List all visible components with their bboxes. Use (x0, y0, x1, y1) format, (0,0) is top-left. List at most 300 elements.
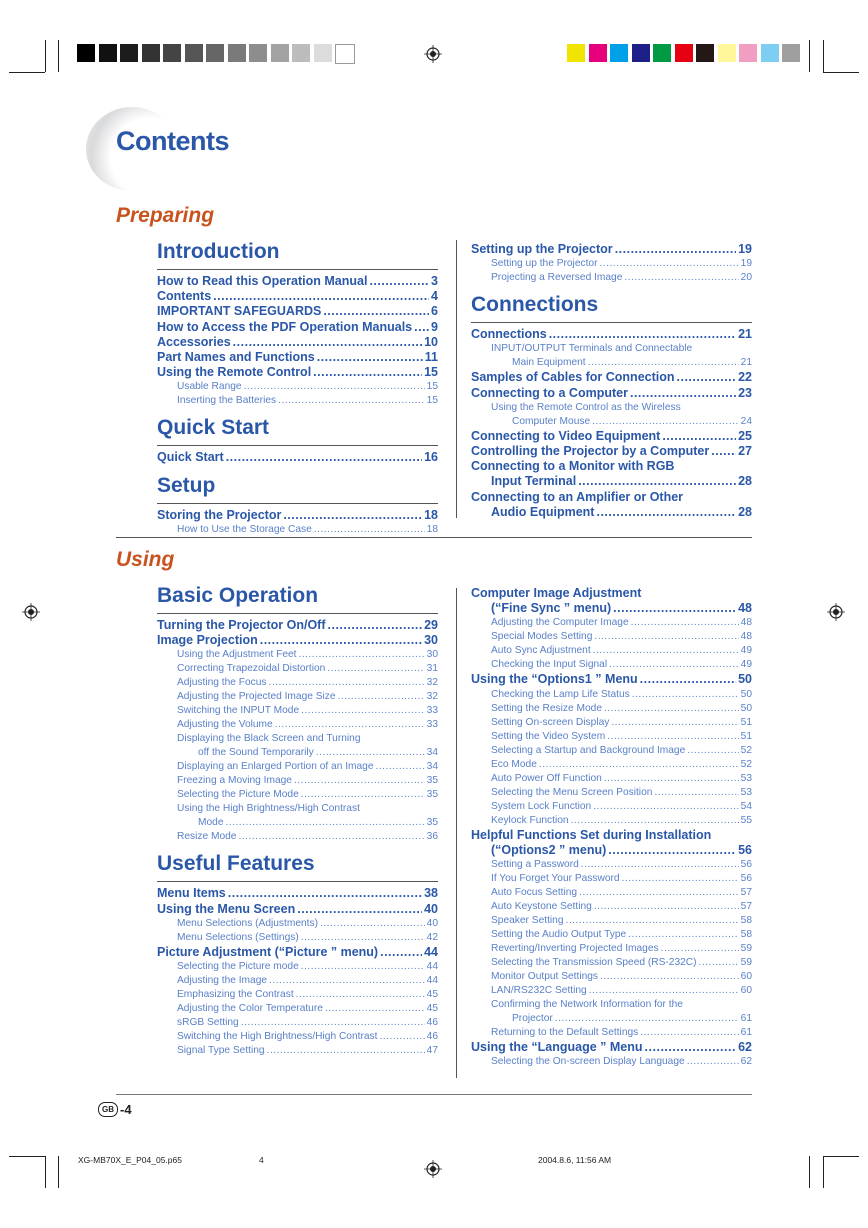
toc-page-number: 33 (426, 719, 438, 731)
heading-rule (157, 445, 438, 446)
leader-dots (226, 450, 422, 465)
toc-page-number: 54 (740, 800, 752, 812)
leader-dots (630, 386, 736, 401)
toc-entry[interactable] (471, 843, 752, 858)
toc-entry[interactable] (471, 1026, 752, 1040)
toc-page-number: 58 (740, 928, 752, 940)
toc-entry-title: Usable Range (177, 381, 242, 393)
leader-dots (260, 633, 422, 648)
toc-entry-title: (“Fine Sync ” menu) (491, 601, 612, 616)
toc-entry[interactable] (471, 1055, 752, 1069)
toc-entry[interactable] (471, 356, 752, 370)
footer-divider (116, 1094, 752, 1095)
color-swatch (610, 44, 628, 62)
toc-entry-title: Connections (471, 327, 547, 342)
toc-entry[interactable] (157, 902, 438, 917)
chapter-heading: Quick Start (157, 416, 270, 440)
toc-page-number: 3 (431, 274, 438, 288)
leader-dots (241, 1016, 425, 1030)
toc-entry-title: Contents (157, 289, 212, 304)
toc-entry[interactable] (471, 342, 752, 356)
toc-page-number: 62 (738, 1039, 752, 1054)
leader-dots (275, 718, 425, 732)
toc-entry-title: sRGB Setting (177, 1016, 239, 1028)
heading-rule (157, 503, 438, 504)
toc-entry[interactable] (157, 1002, 438, 1016)
leader-dots (608, 843, 736, 858)
toc-page-number: 42 (426, 931, 438, 943)
toc-entry-title: Samples of Cables for Connection (471, 370, 675, 385)
toc-entry[interactable] (157, 802, 438, 816)
leader-dots (615, 242, 736, 257)
leader-dots (699, 956, 739, 970)
crop-mark (823, 1156, 824, 1188)
crop-mark (58, 40, 59, 72)
toc-entry[interactable] (157, 746, 438, 760)
toc-entry[interactable] (471, 459, 752, 474)
toc-page-number: 40 (426, 917, 438, 929)
toc-page-number: 46 (426, 1030, 438, 1042)
toc-entry[interactable] (157, 320, 438, 335)
leader-dots (600, 970, 739, 984)
leader-dots (622, 872, 739, 886)
leader-dots (624, 271, 738, 285)
toc-entry-title: Signal Type Setting (177, 1044, 265, 1056)
color-swatch (163, 44, 181, 62)
toc-entry[interactable] (471, 327, 752, 342)
toc-entry-title: Adjusting the Focus (177, 677, 267, 689)
page-number: -4 (120, 1102, 132, 1117)
toc-entry-title: Returning to the Default Settings (491, 1026, 639, 1038)
toc-page-number: 19 (738, 242, 752, 256)
toc-entry[interactable] (471, 970, 752, 984)
toc-page-number: 34 (426, 761, 438, 773)
leader-dots (578, 474, 736, 489)
toc-page-number: 47 (426, 1044, 438, 1056)
heading-rule (157, 613, 438, 614)
leader-dots (328, 618, 423, 633)
toc-entry[interactable] (157, 350, 438, 365)
toc-page-number: 21 (738, 327, 752, 342)
toc-entry[interactable] (157, 676, 438, 690)
toc-entry-title: Switching the INPUT Mode (177, 705, 300, 717)
toc-entry[interactable] (471, 688, 752, 702)
toc-entry[interactable] (471, 401, 752, 415)
toc-entry-title: How to Read this Operation Manual (157, 274, 368, 288)
toc-entry[interactable] (471, 242, 752, 257)
toc-page-number: 56 (740, 858, 752, 870)
toc-entry[interactable] (471, 730, 752, 744)
toc-entry-title: Using the High Brightness/High Contrast (177, 803, 360, 815)
toc-page-number: 45 (426, 988, 438, 1000)
toc-entry[interactable] (471, 786, 752, 800)
toc-entry[interactable] (157, 274, 438, 289)
toc-page-number: 59 (740, 956, 752, 968)
toc-entry[interactable] (157, 380, 438, 394)
toc-page-number: 9 (431, 319, 438, 334)
leader-dots (296, 988, 425, 1002)
toc-entry[interactable] (157, 788, 438, 802)
toc-entry-title: Auto Sync Adjustment (491, 645, 591, 657)
toc-entry[interactable] (157, 690, 438, 704)
toc-entry[interactable] (471, 942, 752, 956)
chapter-heading: Useful Features (157, 852, 315, 876)
toc-entry-title: Setting the Video System (491, 730, 606, 742)
leader-dots (549, 327, 736, 342)
leader-dots (654, 786, 738, 800)
toc-page-number: 48 (740, 617, 752, 629)
toc-page-number: 50 (738, 672, 752, 687)
registration-mark-icon (424, 45, 442, 63)
toc-page-number: 62 (740, 1056, 752, 1068)
toc-page-number: 29 (424, 618, 438, 632)
leader-dots (278, 394, 425, 408)
toc-entry[interactable] (157, 704, 438, 718)
toc-page-number: 30 (424, 633, 438, 648)
toc-entry-title: Setting the Audio Output Type (491, 928, 627, 940)
toc-entry-title: Switching the High Brightness/High Contrast (177, 1030, 378, 1042)
toc-entry[interactable] (471, 1040, 752, 1055)
toc-entry-title: Connecting to an Amplifier or Other (471, 489, 684, 504)
toc-page-number: 48 (740, 631, 752, 643)
toc-entry[interactable] (157, 886, 438, 901)
toc-entry[interactable] (157, 648, 438, 662)
toc-entry[interactable] (471, 814, 752, 828)
leader-dots (228, 886, 422, 901)
toc-entry[interactable] (471, 474, 752, 489)
leader-dots (213, 289, 429, 304)
toc-page-number: 6 (431, 304, 438, 319)
toc-entry[interactable] (471, 984, 752, 998)
toc-entry[interactable] (157, 618, 438, 633)
leader-dots (589, 984, 739, 998)
toc-entry-title: Using the “Language ” Menu (471, 1039, 643, 1054)
toc-entry[interactable] (471, 716, 752, 730)
toc-entry[interactable] (471, 772, 752, 786)
toc-entry[interactable] (157, 335, 438, 350)
color-swatch (185, 44, 203, 62)
crop-mark (823, 1156, 859, 1157)
toc-entry-title: Setting the Resize Mode (491, 702, 602, 714)
toc-entry-title: If You Forget Your Password (491, 872, 620, 884)
toc-entry[interactable] (471, 886, 752, 900)
toc-page-number: 52 (740, 758, 752, 770)
toc-page-number: 23 (738, 385, 752, 400)
toc-entry[interactable] (471, 505, 752, 520)
leader-dots (628, 928, 738, 942)
leader-dots (283, 508, 422, 523)
toc-page-number: 52 (740, 744, 752, 756)
toc-entry[interactable] (157, 760, 438, 774)
toc-entry[interactable] (157, 1030, 438, 1044)
toc-entry[interactable] (471, 956, 752, 970)
color-swatch (292, 44, 310, 62)
toc-entry[interactable] (471, 744, 752, 758)
chapter-heading: Setup (157, 473, 216, 497)
toc-page-number: 15 (426, 395, 438, 407)
toc-entry[interactable] (471, 616, 752, 630)
crop-mark (823, 40, 824, 72)
leader-dots (294, 774, 425, 788)
chapter-heading: Introduction (157, 240, 280, 263)
heading-rule (471, 322, 752, 323)
toc-page-number: 20 (740, 272, 752, 284)
leader-dots (687, 744, 738, 758)
toc-entry-title: Setting up the Projector (471, 242, 613, 256)
column-divider (456, 588, 457, 1078)
toc-page-number: 19 (740, 258, 752, 270)
toc-page-number: 16 (424, 450, 438, 465)
crop-mark (45, 40, 46, 72)
toc-entry[interactable] (471, 490, 752, 505)
toc-entry[interactable] (157, 960, 438, 974)
leader-dots (632, 688, 739, 702)
toc-entry[interactable] (471, 1012, 752, 1026)
toc-entry-title: Freezing a Moving Image (177, 775, 292, 787)
toc-entry-title: Using the “Options1 ” Menu (471, 672, 638, 687)
toc-entry[interactable] (471, 914, 752, 928)
toc-entry[interactable] (471, 702, 752, 716)
toc-entry-title: Checking the Input Signal (491, 659, 608, 671)
leader-dots (607, 730, 738, 744)
toc-entry[interactable] (471, 644, 752, 658)
toc-entry-title: Auto Focus Setting (491, 886, 578, 898)
footer-page-number (98, 1102, 132, 1117)
toc-entry[interactable] (157, 1044, 438, 1058)
toc-entry-title: Displaying an Enlarged Portion of an Image (177, 761, 374, 773)
color-swatch (782, 44, 800, 62)
leader-dots (244, 380, 425, 394)
section-title-using: Using (116, 548, 175, 571)
toc-entry-title: Checking the Lamp Life Status (491, 688, 630, 700)
leader-dots (269, 974, 425, 988)
toc-entry[interactable] (471, 828, 752, 843)
toc-page-number: 48 (738, 601, 752, 616)
toc-page-number: 15 (424, 365, 438, 380)
toc-entry[interactable] (157, 1016, 438, 1030)
slug-filename: XG-MB70X_E_P04_05.p65 (78, 1155, 182, 1165)
color-swatch (120, 44, 138, 62)
toc-page-number: 11 (424, 349, 438, 364)
toc-entry-title: Mode (198, 817, 224, 829)
color-swatch (567, 44, 585, 62)
toc-entry[interactable] (471, 858, 752, 872)
toc-page-number: 56 (738, 842, 752, 857)
leader-dots (298, 648, 424, 662)
toc-entry[interactable] (471, 271, 752, 285)
toc-entry[interactable] (471, 429, 752, 444)
toc-entry[interactable] (157, 662, 438, 676)
toc-entry[interactable] (471, 386, 752, 401)
toc-entry[interactable] (157, 974, 438, 988)
toc-entry-title: Menu Selections (Settings) (177, 931, 299, 943)
leader-dots (317, 350, 423, 365)
toc-page-number: 27 (738, 443, 752, 458)
toc-entry[interactable] (471, 998, 752, 1012)
toc-entry[interactable] (157, 508, 438, 523)
toc-entry[interactable] (157, 450, 438, 465)
leader-dots (338, 690, 425, 704)
toc-entry-title: Part Names and Functions (157, 349, 315, 364)
color-swatch (99, 44, 117, 62)
section-divider (116, 537, 752, 538)
toc-entry[interactable] (157, 931, 438, 945)
leader-dots (301, 788, 425, 802)
language-badge: GB (98, 1102, 118, 1117)
leader-dots (301, 704, 425, 718)
registration-mark-icon (827, 603, 845, 621)
heading-rule (157, 269, 438, 270)
toc-entry-title: System Lock Function (491, 800, 592, 812)
toc-entry[interactable] (157, 988, 438, 1002)
toc-page-number: 49 (740, 659, 752, 671)
toc-entry[interactable] (157, 945, 438, 960)
toc-entry[interactable] (471, 370, 752, 385)
toc-page-number: 44 (426, 974, 438, 986)
toc-entry-title: Quick Start (157, 450, 224, 465)
heading-rule (157, 881, 438, 882)
color-swatch (77, 44, 95, 62)
leader-dots (661, 942, 739, 956)
registration-mark-icon (22, 603, 40, 621)
leader-dots (566, 914, 739, 928)
toc-entry[interactable] (471, 586, 752, 601)
leader-dots (604, 772, 739, 786)
toc-entry-title: Monitor Output Settings (491, 970, 599, 982)
toc-entry-title: Displaying the Black Screen and Turning (177, 733, 361, 745)
toc-entry-title: Adjusting the Color Temperature (177, 1002, 323, 1014)
leader-dots (233, 335, 422, 350)
toc-entry[interactable] (157, 633, 438, 648)
toc-entry-title: Storing the Projector (157, 507, 282, 522)
toc-entry-title: Keylock Function (491, 814, 569, 826)
toc-entry-title: Correcting Trapezoidal Distortion (177, 663, 326, 675)
leader-dots (662, 429, 736, 444)
toc-entry[interactable] (157, 774, 438, 788)
toc-entry-title: Menu Items (157, 886, 226, 901)
toc-page-number: 40 (424, 901, 438, 916)
leader-dots (640, 672, 736, 687)
toc-entry[interactable] (471, 444, 752, 459)
toc-page-number: 15 (426, 381, 438, 393)
toc-page-number: 58 (740, 914, 752, 926)
toc-entry[interactable] (157, 365, 438, 380)
toc-entry[interactable] (157, 718, 438, 732)
toc-page-number: 50 (740, 702, 752, 714)
toc-entry-title: Computer Image Adjustment (471, 586, 642, 600)
toc-entry[interactable] (471, 800, 752, 814)
toc-page-number: 33 (426, 705, 438, 717)
toc-entry[interactable] (471, 872, 752, 886)
toc-entry-title: Audio Equipment (491, 504, 595, 519)
toc-page-number: 61 (740, 1012, 752, 1024)
color-swatch (228, 44, 246, 62)
toc-entry-title: Main Equipment (512, 357, 586, 369)
toc-page-number: 57 (740, 886, 752, 898)
leader-dots (225, 816, 424, 830)
leader-dots (593, 644, 739, 658)
toc-page-number: 53 (740, 772, 752, 784)
toc-page-number: 34 (426, 747, 438, 759)
toc-page-number: 60 (740, 984, 752, 996)
leader-dots (380, 945, 422, 960)
leader-dots (325, 1002, 425, 1016)
leader-dots (369, 274, 429, 289)
toc-page-number: 31 (426, 663, 438, 675)
leader-dots (323, 304, 429, 319)
toc-entry[interactable] (471, 658, 752, 672)
leader-dots (376, 760, 425, 774)
toc-entry-title: Setting up the Projector (491, 258, 598, 270)
crop-mark (45, 1156, 46, 1188)
toc-entry[interactable] (157, 816, 438, 830)
color-swatch (314, 44, 332, 62)
toc-entry-title: off the Sound Temporarily (198, 747, 314, 759)
toc-entry-title: Controlling the Projector by a Computer (471, 443, 710, 458)
leader-dots (594, 630, 738, 644)
toc-page-number: 60 (740, 970, 752, 982)
page-title: Contents (116, 126, 229, 156)
preparing-left-column (157, 240, 438, 537)
toc-entry[interactable] (471, 630, 752, 644)
section-title-preparing: Preparing (116, 204, 215, 227)
toc-page-number: 56 (740, 872, 752, 884)
leader-dots (579, 886, 739, 900)
leader-dots (631, 616, 739, 630)
slug-page: 4 (259, 1155, 264, 1165)
toc-entry-title: Input Terminal (491, 474, 577, 489)
toc-entry[interactable] (471, 415, 752, 429)
toc-entry[interactable] (157, 394, 438, 408)
toc-entry[interactable] (157, 732, 438, 746)
toc-entry-title: (“Options2 ” menu) (491, 842, 607, 857)
toc-page-number: 21 (740, 357, 752, 369)
color-swatch (206, 44, 224, 62)
toc-entry[interactable] (471, 758, 752, 772)
toc-entry[interactable] (471, 601, 752, 616)
leader-dots (238, 830, 424, 844)
toc-page-number: 28 (738, 504, 752, 519)
toc-entry-title: Projector (512, 1012, 553, 1024)
toc-entry[interactable] (157, 289, 438, 304)
toc-entry[interactable] (471, 672, 752, 687)
color-swatch (335, 44, 355, 64)
toc-entry[interactable] (157, 830, 438, 844)
toc-page-number: 4 (431, 289, 438, 304)
toc-entry[interactable] (157, 523, 438, 537)
leader-dots (596, 505, 736, 520)
toc-entry-title: Connecting to a Monitor with RGB (471, 459, 675, 474)
toc-entry[interactable] (471, 257, 752, 271)
toc-entry[interactable] (471, 900, 752, 914)
toc-page-number: 55 (740, 814, 752, 826)
toc-page-number: 32 (426, 691, 438, 703)
toc-entry-title: Resize Mode (177, 831, 237, 843)
toc-entry[interactable] (157, 917, 438, 931)
toc-entry[interactable] (471, 928, 752, 942)
toc-entry-title: Emphasizing the Contrast (177, 988, 294, 1000)
toc-entry[interactable] (157, 304, 438, 319)
leader-dots (611, 716, 738, 730)
toc-entry-title: Speaker Setting (491, 914, 564, 926)
toc-entry-title: Image Projection (157, 633, 258, 648)
toc-entry-title: Adjusting the Image (177, 974, 268, 986)
leader-dots (414, 320, 429, 335)
toc-entry-title: LAN/RS232C Setting (491, 984, 587, 996)
toc-entry-title: Using the Adjustment Feet (177, 649, 297, 661)
color-swatch (761, 44, 779, 62)
leader-dots (301, 960, 425, 974)
